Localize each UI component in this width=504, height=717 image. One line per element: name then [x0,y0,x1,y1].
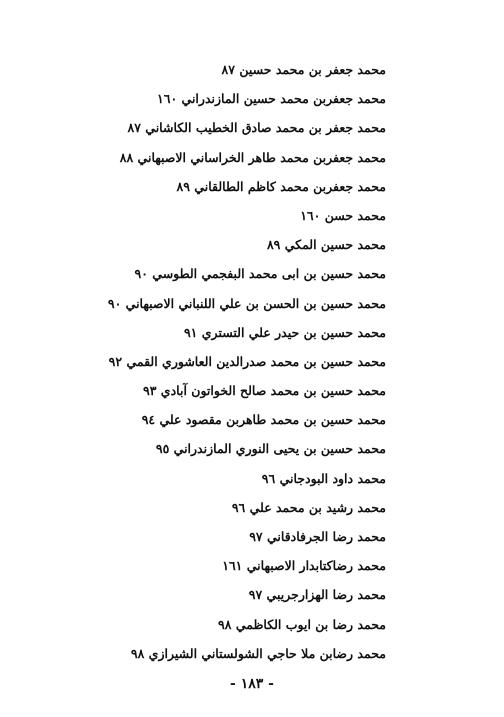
index-entry: محمد حسين بن ابى محمد البفجمي الطوسي ٩٠ [134,266,386,282]
index-entry: محمد حسين بن محمد صدرالدين العاشوري القمي ٩٢ [108,353,386,369]
index-entry: محمد رشيد بن محمد علي ٩٦ [231,499,386,515]
index-entry: محمد رضا بن ايوب الكاظمي ٩٨ [218,616,386,632]
index-entry: محمد حسن ١٦٠ [300,207,386,223]
index-entry: محمد جعفر بن محمد حسين ٨٧ [221,62,386,77]
page-number: - ١٨٣ - [230,676,274,692]
index-entry: محمد حسين بن يحيى النوري المازندراني ٩٥ [155,441,386,457]
index-entry: محمد رضاكتابدار الاصبهاني ١٦١ [222,558,386,574]
index-entry: محمد جعفربن محمد طاهر الخراساني الاصبهاني ٨٨ [119,149,386,165]
index-entry: محمد جعفربن محمد كاظم الطالقاني ٨٩ [176,178,386,194]
index-entry: محمد رضا الهزارجريبي ٩٧ [248,587,386,603]
index-entry: محمد جعفر بن محمد صادق الخطيب الكاشاني ٨٧ [127,120,386,136]
index-entry: محمد رضا الجرفادقاني ٩٧ [249,529,386,544]
index-entry: محمد حسين المكي ٨٩ [266,237,386,253]
index-entry: محمد حسين بن الحسن بن علي اللنباني الاصبهاني ٩٠ [107,295,386,311]
index-entry: محمد حسين بن محمد طاهربن مقصود علي ٩٤ [141,412,386,428]
index-entry-list [86,55,386,668]
index-entry: محمد جعفربن محمد حسين المازندراني ١٦٠ [157,91,386,107]
index-entry: محمد داود البودجاني ٩٦ [261,470,386,486]
index-entry: محمد حسين بن محمد صالح الخواتون آبادي ٩٣ [143,383,386,399]
index-entry: محمد حسين بن حيدر علي التستري ٩١ [183,324,386,340]
index-entry: محمد رضابن ملا حاجي الشولستاني الشيرازي ٩٨ [130,645,386,661]
